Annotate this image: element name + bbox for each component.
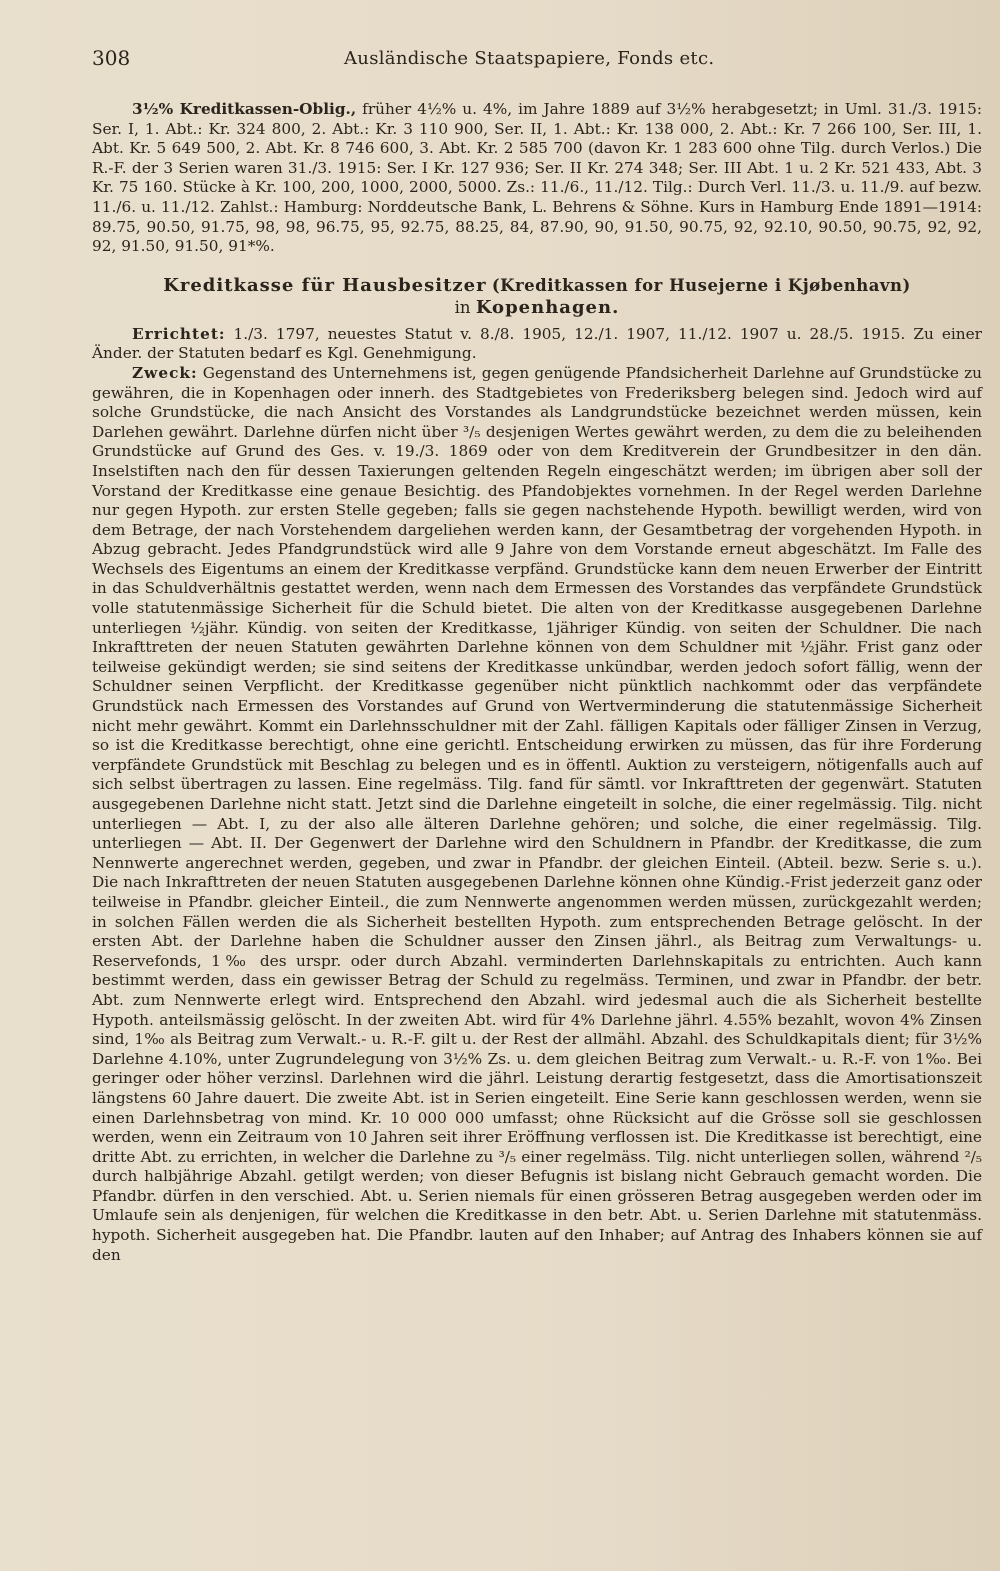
bond-entry <box>92 100 982 257</box>
zweck-label: Zweck: <box>132 363 198 382</box>
page-body <box>92 100 982 1265</box>
running-title: Ausländische Staatspapiere, Fonds etc. <box>344 48 715 69</box>
bond-text: früher 4½% u. 4%, im Jahre 1889 auf 3½% herabgesetzt; in Uml. 31./3. 1915: Ser. I, 1. Abt.: Kr. 324 800, 2. Abt.: Kr. 3 110 900, Ser. II, 1. Abt.: Kr. 138 000, 2. Abt.: Kr. 7 266 100, Ser. III, 1. Abt. Kr. 5 649 500, 2. Abt. Kr. 8 746 600, 3. Abt. Kr. 2 585 700 (davon Kr. 1 283 600 ohne Tilg. durch Verlos.) Die R.-F. der 3 Serien waren 31./3. 1915: Ser. I Kr. 127 936; Ser. II Kr. 274 348; Ser. III Abt. 1 u. 2 Kr. 521 433, Abt. 3 Kr. 75 160. Stücke à Kr. 100, 200, 1000, 2000, 5000. Zs.: 11./6., 11./12. Tilg.: Durch Verl. 11./3. u. 11./9. auf bezw. 11./6. u. 11./12. Zahlst.: Hamburg: Norddeutsche Bank, L. Behrens & Söhne. Kurs in Hamburg Ende 1891—1914: 89.75, 90.50, 91.75, 98, 98, 96.75, 95, 92.75, 88.25, 84, 87.90, 90, 91.50, 90.75, 92, 92.10, 90.50, 90.75, 92, 92, 92, 91.50, 91.50, 91*%. <box>92 100 983 256</box>
page-number: 308 <box>92 46 131 70</box>
errichtet-paragraph <box>92 325 982 364</box>
section-title-danish: (Kreditkassen for Husejerne i Kjøbenhavn) <box>491 275 911 295</box>
section-city: Kopenhagen. <box>475 296 620 318</box>
section-title: Kreditkasse für Hausbesitzer <box>163 274 487 296</box>
section-heading <box>92 275 982 319</box>
bond-paragraph <box>92 100 982 257</box>
zweck-paragraph <box>92 364 982 1265</box>
section-title-in: in <box>454 297 471 317</box>
errichtet-text: 1./3. 1797, neuestes Statut v. 8./8. 1905, 12./1. 1907, 11./12. 1907 u. 28./5. 1915. Zu einer Änder. der Statuten bedarf es Kgl. Genehmigung. <box>92 324 982 363</box>
zweck-text: Gegenstand des Unternehmens ist, gegen genügende Pfandsicherheit Darlehne auf Grundstücke zu gewähren, die in Kopenhagen oder innerh. des Stadtgebietes von Frederiksberg belegen sind. Jedoch wird auf solche Grundstücke, die nach Ansicht des Vorstandes als Landgrundstücke bezeichnet werden müssen, kein Darlehen gewährt. Darlehne dürfen nicht über ³/₅ desjenigen Wertes gewährt werden, zu dem die zu beleihenden Grundstücke auf Grund des Ges. v. 19./3. 1869 oder von dem Kreditverein der Grundbesitzer in den dän. Inselstiften nach den für dessen Taxierungen geltenden Regeln eingeschätzt werden; im übrigen aber soll der Vorstand der Kreditkasse eine genaue Besichtig. des Pfandobjektes vornehmen. In der Regel werden Darlehne nur gegen Hypoth. zur ersten Stelle gegeben; falls sie gegen nachstehende Hypoth. bewilligt werden, wird von dem Betrage, der nach Vorstehendem dargeliehen werden kann, der Gesamtbetrag der vorgehenden Hypoth. in Abzug gebracht. Jedes Pfandgrundstück wird alle 9 Jahre von dem Vorstande erneut abgeschätzt. Im Falle des Wechsels des Eigentums an einem der Kreditkasse verpfänd. Grundstücke kann dem neuen Erwerber der Eintritt in das Schuldverhältnis gestattet werden, wenn nach dem Ermessen des Vorstandes das verpfändete Grundstück volle statutenmässige Sicherheit für die Schuld bietet. Die alten von der Kreditkasse ausgegebenen Darlehne unterliegen ½jähr. Kündig. von seiten der Kreditkasse, 1jähriger Kündig. von seiten der Schuldner. Die nach Inkrafttreten der neuen Statuten gewährten Darlehne können von dem Schuldner mit ½jähr. Frist ganz oder teilweise gekündigt werden; sie sind seitens der Kreditkasse unkündbar, werden jedoch sofort fällig, wenn der Schuldner seinen Verpflicht. der Kreditkasse gegenüber nicht pünktlich nachkommt oder das verpfändete Grundstück nach Ermessen des Vorstandes auf Grund von Wertverminderung die statutenmässige Sicherheit nicht mehr gewährt. Kommt ein Darlehnsschuldner mit der Zahl. fälligen Kapitals oder fälliger Zinsen in Verzug, so ist die Kreditkasse berechtigt, ohne eine gerichtl. Entscheidung erwirken zu müssen, das für ihre Forderung verpfändete Grundstück mit Beschlag zu belegen und es in öffentl. Auktion zu versteigern, nötigenfalls auch auf sich selbst übertragen zu lassen. Eine regelmäss. Tilg. fand für sämtl. vor Inkrafttreten der gegenwärt. Statuten ausgegebenen Darlehne nicht statt. Jetzt sind die Darlehne eingeteilt in solche, die einer regelmässig. Tilg. nicht unterliegen — Abt. I, zu der also alle älteren Darlehne gehören; und solche, die einer regelmässig. Tilg. unterliegen — Abt. II. Der Gegenwert der Darlehne wird den Schuldnern in Pfandbr. der Kreditkasse, die zum Nennwerte angerechnet werden, gegeben, und zwar in Pfandbr. der gleichen Einteil. (Abteil. bezw. Serie s. u.). Die nach Inkrafttreten der neuen Statuten ausgegebenen Darlehne können ohne Kündig.-Frist jederzeit ganz oder teilweise in Pfandbr. gleicher Einteil., die zum Nennwerte angenommen werden müssen, zurückgezahlt werden; in solchen Fällen werden die als Sicherheit bestellten Hypoth. zum entsprechenden Betrage gelöscht. In der ersten Abt. der Darlehne haben die Schuldner ausser den Zinsen jährl., als Beitrag zum Verwaltungs- u. Reservefonds, 1‰ des urspr. oder durch Abzahl. verminderten Darlehnskapitals zu entrichten. Auch kann bestimmt werden, dass ein gewisser Betrag der Schuld zu regelmäss. Terminen, und zwar in Pfandbr. der betr. Abt. zum Nennwerte erlegt wird. Entsprechend den Abzahl. wird jedesmal auch die als Sicherheit bestellte Hypoth. anteilsmässig gelöscht. In der zweiten Abt. wird für 4% Darlehne jährl. 4.55% bezahlt, wovon 4% Zinsen sind, 1‰ als Beitrag zum Verwalt.- u. R.-F. gilt u. der Rest der allmähl. Abzahl. des Schuldkapitals dient; für 3½% Darlehne 4.10%, unter Zugrundelegung von 3½% Zs. u. dem gleichen Beitrag zum Verwalt.- u. R.-F. von 1‰. Bei geringer oder höher verzinsl. Darlehnen wird die jährl. Leistung derartig festgesetzt, dass die Amortisationszeit längstens 60 Jahre dauert. Die zweite Abt. ist in Serien eingeteilt. Eine Serie kann geschlossen werden, wenn sie einen Darlehnsbetrag von mind. Kr. 10 000 000 umfasst; ohne Rücksicht auf die Grösse soll sie geschlossen werden, wenn ein Zeitraum von 10 Jahren seit ihrer Eröffnung verflossen ist. Die Kreditkasse ist berechtigt, eine dritte Abt. zu errichten, in welcher die Darlehne zu ³/₅ einer regelmäss. Tilg. nicht unterliegen sollen, während ²/₅ durch halbjährige Abzahl. getilgt werden; von dieser Befugnis ist bislang nicht Gebrauch gemacht worden. Die Pfandbr. dürfen in den verschied. Abt. u. Serien niemals für einen grösseren Betrag ausgegeben werden oder im Umlaufe sein als denjenigen, für welchen die Kreditkasse in den betr. Abt. u. Serien Darlehne mit statutenmäss. hypoth. Sicherheit ausgegeben hat. Die Pfandbr. lauten auf den Inhaber; auf Antrag des Inhabers können sie auf den <box>92 363 982 1264</box>
bond-lead: 3½% Kreditkassen-Oblig., <box>132 100 357 118</box>
page-header <box>92 46 982 76</box>
errichtet-label: Errichtet: <box>132 324 226 343</box>
